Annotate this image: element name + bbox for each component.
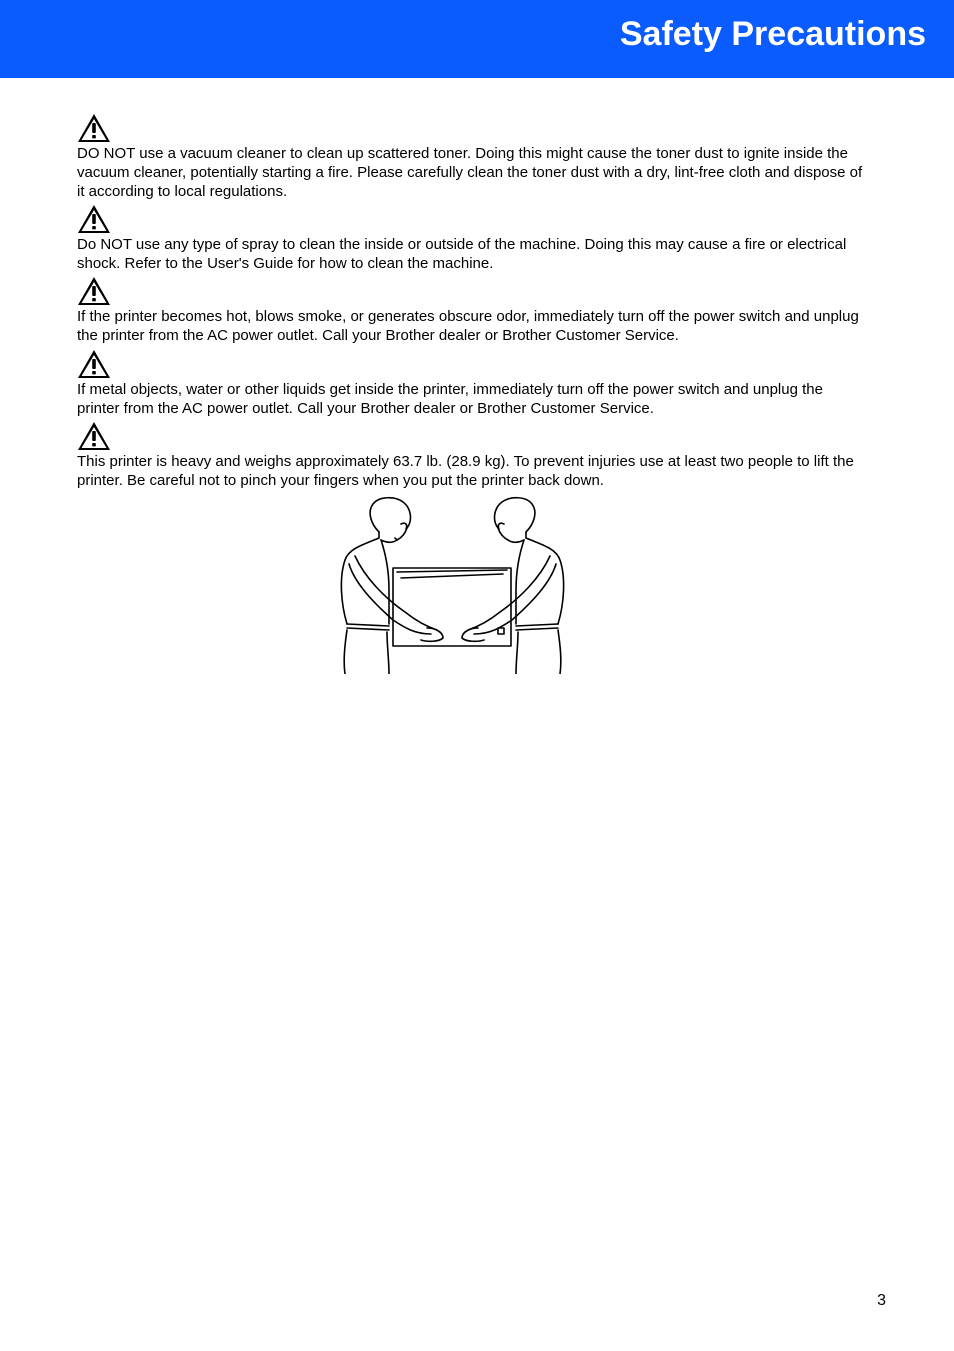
warning-text: Do NOT use any type of spray to clean the inside or outside of the machine. Doing this may cause a fire or electrical shock. Refer to the User's Guide for how to clean the machine. [77, 236, 847, 272]
warning-triangle-icon [77, 349, 111, 379]
warning-block-smoke [77, 276, 867, 345]
two-people-lifting-printer-illustration [335, 494, 570, 674]
warning-triangle-icon [77, 276, 111, 306]
warning-block-spray [77, 204, 867, 273]
warning-triangle-icon [77, 421, 111, 451]
page-number: 3 [877, 1292, 886, 1309]
warning-triangle-icon [77, 113, 111, 143]
warning-block-vacuum [77, 113, 867, 201]
warning-text: DO NOT use a vacuum cleaner to clean up scattered toner. Doing this might cause the toner dust to ignite inside the vacuum cleaner, potentially starting a fire. Please carefully clean the toner dust with a dry, lint-free cloth and dispose of it according to local regulations. [77, 145, 863, 200]
warning-block-heavy [77, 421, 867, 490]
warning-triangle-icon [77, 204, 111, 234]
warning-text: If the printer becomes hot, blows smoke, or generates obscure odor, immediately turn off the power switch and unplug the printer from the AC power outlet. Call your Brother dealer or Brother Customer Service. [77, 308, 859, 344]
warning-text: If metal objects, water or other liquids get inside the printer, immediately turn off the power switch and unplug the printer from the AC power outlet. Call your Brother dealer or Brother Customer Service. [77, 381, 823, 417]
warning-block-liquids [77, 349, 867, 418]
warning-text: This printer is heavy and weighs approximately 63.7 lb. (28.9 kg). To prevent injuries use at least two people to lift the printer. Be careful not to pinch your fingers when you put the printer back down. [77, 453, 854, 489]
header-bar [0, 0, 954, 78]
page-title: Safety Precautions [619, 15, 926, 53]
